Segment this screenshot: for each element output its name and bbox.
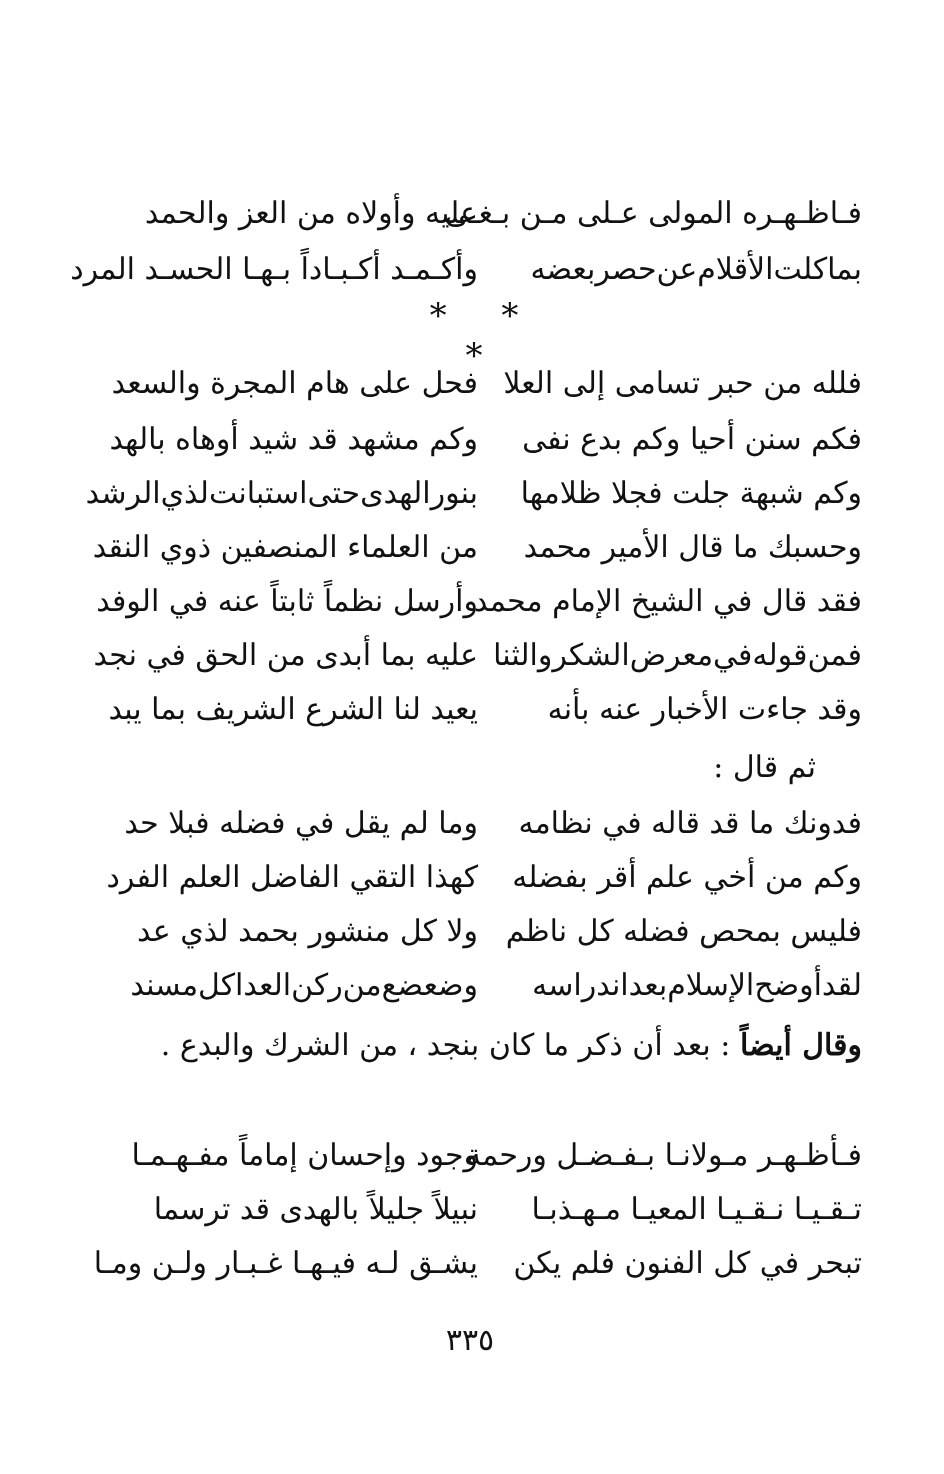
- verse-left: وكم مشهد قد شيد أوهاه بالهد: [109, 422, 478, 457]
- verse-left: وضعضع‌من‌ركن‌العداكل‌مسند: [130, 968, 478, 1003]
- verse-right: فدونك ما قد قاله في نظامه: [518, 806, 862, 841]
- prose-lead: وقال أيضاً: [739, 1028, 862, 1063]
- verse-left: بنورالهدى‌حتى‌استبانت‌لذي‌الرشد: [85, 476, 478, 511]
- verse-left: نبيلاً جليلاً بالهدى قد ترسما: [153, 1192, 478, 1227]
- prose-paragraph: [110, 1018, 862, 1074]
- verse-left: يعيد لنا الشرع الشريف بما يبد: [108, 692, 478, 727]
- verse-right: تبحر في كل الفنون فلم يكن: [513, 1246, 862, 1281]
- verse-left: ولا كل منشور بحمد لذي عد: [137, 914, 478, 949]
- verse-right: فلله من حبر تسامى إلى العلا: [503, 366, 862, 401]
- prose-text: : بعد أن ذكر ما كان بنجد ، من الشرك والبدع .: [160, 1028, 740, 1063]
- verse-right: تـقـيـا نـقـيـا المعيـا مـهـذبـا: [531, 1192, 862, 1227]
- verse-left: وأرسل نظماً ثابتاً عنه في الوفد: [96, 584, 478, 619]
- verse-left: عليه وأولاه من العز والحمد: [144, 196, 478, 231]
- verse-right: وحسبك ما قال الأمير محمد: [523, 530, 862, 565]
- then-said-label: ثم قال :: [713, 750, 816, 785]
- verse-left: عليه بما أبدى من الحق في نجد: [93, 638, 478, 673]
- verse-left: فحل على هام المجرة والسعد: [111, 366, 478, 401]
- verse-left: وأكـمـد أكـبـاداً بـهـا الحسـد المرد: [70, 252, 478, 287]
- verse-left: كهذا التقي الفاضل العلم الفرد: [106, 860, 478, 895]
- verse-left: من العلماء المنصفين ذوي النقد: [92, 530, 478, 565]
- verse-right: فـاظـهـره المولى عـلى مـن بـغـى: [444, 196, 862, 231]
- verse-left: وما لم يقل في فضله فبلا حد: [124, 806, 478, 841]
- verse-right: فليس بمحص فضله كل ناظم: [505, 914, 862, 949]
- verse-left: وجود وإحسان إماماً مفـهـمـا: [131, 1138, 478, 1173]
- verse-right: فـأظـهـر مـولانـا بـفـضـل ورحمة: [465, 1138, 862, 1173]
- section-separator: * * *: [429, 296, 541, 376]
- verse-right: فمن‌قوله‌في‌معرض‌الشكروالثنا: [493, 638, 862, 673]
- verse-right: بماكلت‌الأقلام‌عن‌حصربعضه: [530, 252, 862, 287]
- verse-right: لقدأوضح‌الإسلام‌بعداندراسه: [532, 968, 862, 1003]
- verse-right: وكم من أخي علم أقر بفضله: [512, 860, 862, 895]
- verse-right: فقد قال في الشيخ الإمام محمد: [474, 584, 862, 619]
- verse-right: وكم شبهة جلت فجلا ظلامها: [520, 476, 862, 511]
- verse-right: وقد جاءت الأخبار عنه بأنه: [547, 692, 862, 727]
- verse-left: يشـق لـه فيـهـا غـبـار ولـن ومـا: [93, 1246, 478, 1281]
- page-number: ٣٣٥: [445, 1323, 495, 1358]
- verse-right: فكم سنن أحيا وكم بدع نفى: [522, 422, 862, 457]
